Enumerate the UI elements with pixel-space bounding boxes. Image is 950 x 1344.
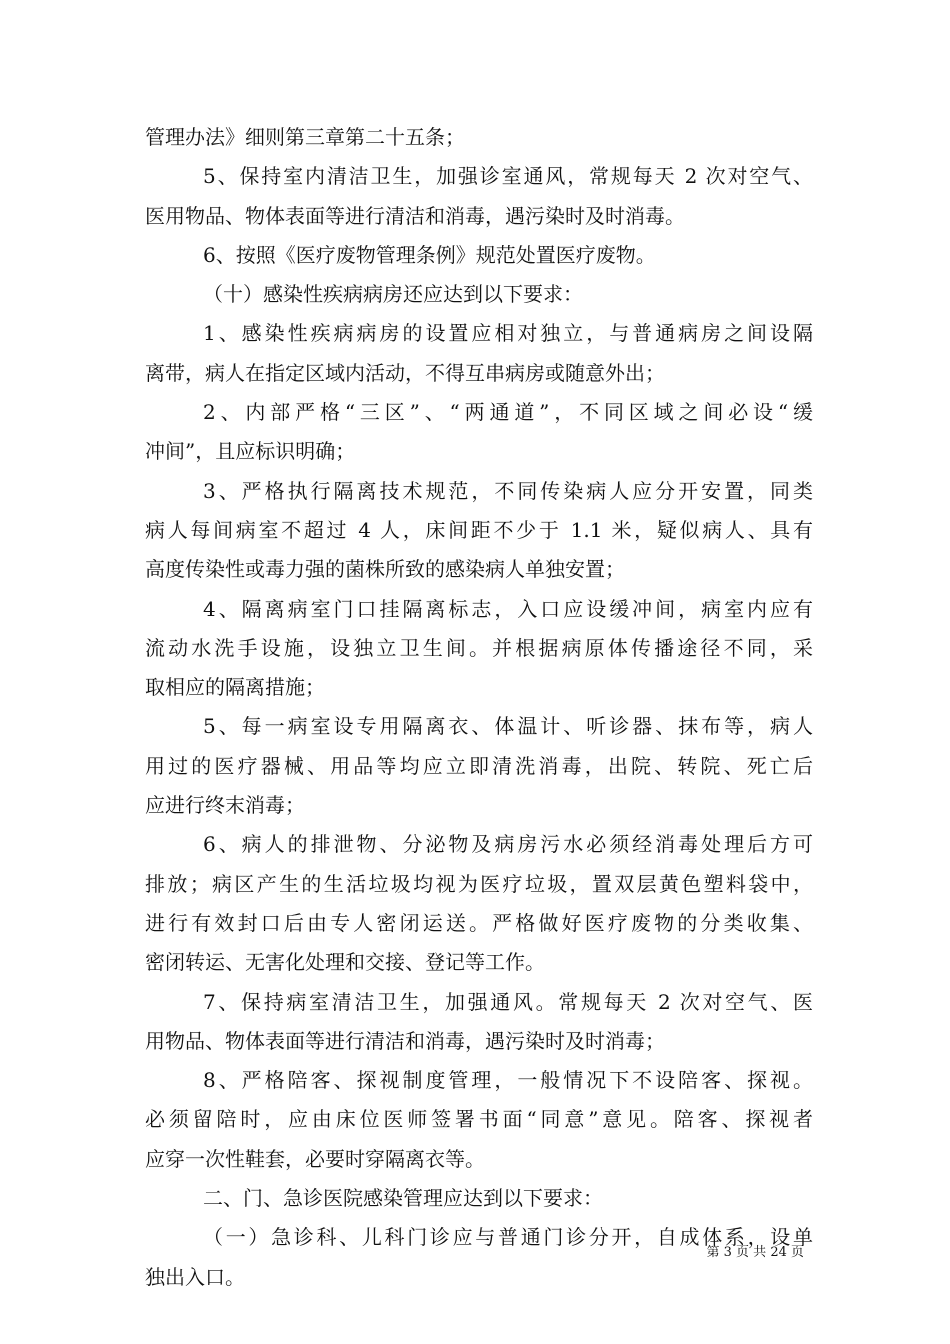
text-line: 4、隔离病室门口挂隔离标志，入口应设缓冲间，病室内应有 <box>203 596 813 621</box>
text-line: 冲间”，且应标识明确； <box>145 439 356 464</box>
text-line: 8、严格陪客、探视制度管理，一般情况下不设陪客、探视。 <box>203 1068 813 1093</box>
text-line: 用物品、物体表面等进行清洁和消毒，遇污染时及时消毒； <box>145 1028 665 1053</box>
section-heading: （十）感染性疾病病房还应达到以下要求： <box>203 282 583 307</box>
text-line: 应进行终末消毒； <box>145 793 305 818</box>
text-line: 取相应的隔离措施； <box>145 675 325 700</box>
text-line: 用过的医疗器械、用品等均应立即清洗消毒，出院、转院、死亡后 <box>145 753 813 778</box>
text-line: 6、病人的排泄物、分泌物及病房污水必须经消毒处理后方可 <box>203 832 813 857</box>
text-line: 密闭转运、无害化处理和交接、登记等工作。 <box>145 950 545 975</box>
text-line: 5、每一病室设专用隔离衣、体温计、听诊器、抹布等，病人 <box>203 714 813 739</box>
text-line: 必须留陪时，应由床位医师签署书面“同意”意见。陪客、探视者 <box>145 1107 813 1132</box>
document-body <box>145 118 813 1297</box>
text-line: 独出入口。 <box>145 1264 245 1289</box>
text-line: 3、严格执行隔离技术规范，不同传染病人应分开安置，同类 <box>203 478 813 503</box>
text-line: 6、按照《医疗废物管理条例》规范处置医疗废物。 <box>203 242 656 267</box>
text-line: 管理办法》细则第三章第二十五条； <box>145 125 465 149</box>
text-line: 5、保持室内清洁卫生，加强诊室通风，常规每天 2 次对空气、 <box>203 164 813 189</box>
text-line: 应穿一次性鞋套，必要时穿隔离衣等。 <box>145 1146 485 1171</box>
text-line: 医用物品、物体表面等进行清洁和消毒，遇污染时及时消毒。 <box>145 203 685 228</box>
text-line: 病人每间病室不超过 4 人，床间距不少于 1.1 米，疑似病人、具有 <box>145 517 813 542</box>
text-line: 高度传染性或毒力强的菌株所致的感染病人单独安置； <box>145 557 625 582</box>
text-line: 离带，病人在指定区域内活动，不得互串病房或随意外出； <box>145 360 665 385</box>
text-line: 7、保持病室清洁卫生，加强通风。常规每天 2 次对空气、医 <box>203 989 813 1014</box>
text-line: 进行有效封口后由专人密闭运送。严格做好医疗废物的分类收集、 <box>145 910 813 935</box>
text-line: 流动水洗手设施，设独立卫生间。并根据病原体传播途径不同，采 <box>145 635 813 660</box>
text-line: 2、内部严格“三区”、“两通道”，不同区域之间必设“缓 <box>203 400 813 425</box>
text-line: 1、感染性疾病病房的设置应相对独立，与普通病房之间设隔 <box>203 321 813 346</box>
text-line: 排放；病区产生的生活垃圾均视为医疗垃圾，置双层黄色塑料袋中， <box>145 871 813 896</box>
page-number: 第 3 页 共 24 页 <box>706 1245 804 1260</box>
text-line: （一）急诊科、儿科门诊应与普通门诊分开，自成体系，设单 <box>203 1225 813 1250</box>
section-heading: 二、门、急诊医院感染管理应达到以下要求： <box>203 1186 603 1211</box>
